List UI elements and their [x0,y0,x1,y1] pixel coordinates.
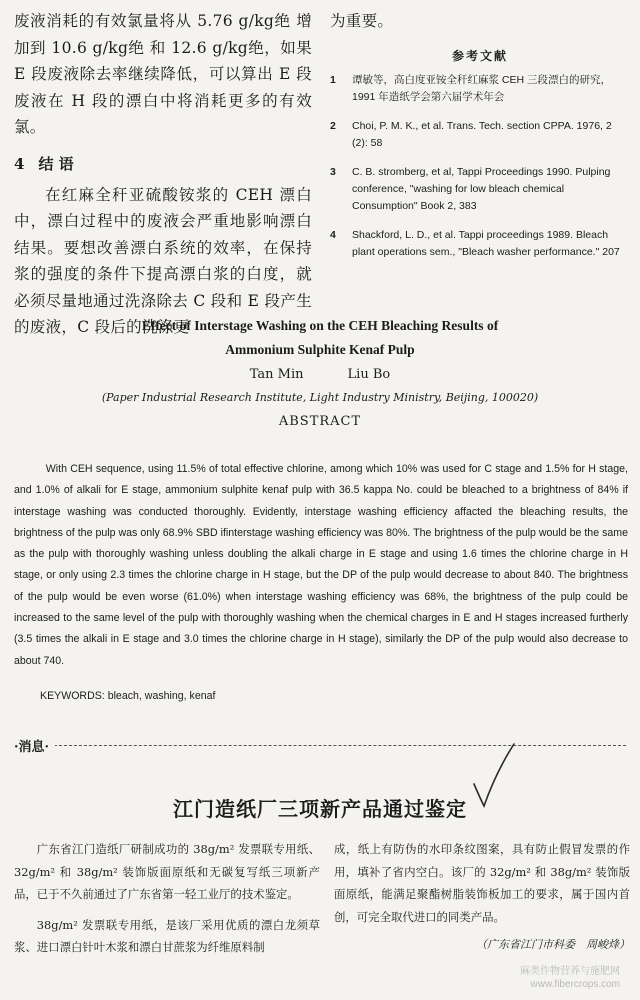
reference-item [330,72,630,106]
reference-item [330,227,630,261]
keywords: KEYWORDS: bleach, washing, kenaf [40,690,216,702]
reference-number: 4 [330,228,336,241]
news-signature: （广东省江门市科委 周峻烽） [476,938,630,951]
reference-number: 2 [330,119,336,132]
author-tan-min: Tan Min [249,367,304,382]
reference-text: C. B. stromberg, et al, Tappi Proceedings 1990. Pulping conference, "washing for low bleach chemical Consumption" Book 2, 383 [352,165,611,212]
english-affiliation: (Paper Industrial Research Institute, Light Industry Ministry, Beijing, 100020) [101,391,539,404]
watermark-url: www.fibercrops.com [530,979,620,990]
reference-text: Choi, P. M. K., et al. Trans. Tech. section CPPA. 1976, 2 (2): 58 [352,119,612,149]
reference-item [330,164,630,215]
section-title: 结 语 [38,154,74,173]
news-tag: ·消息· [14,736,55,755]
news-divider [14,745,626,746]
references-heading: 参考文献 [451,48,508,63]
reference-text: Shackford, L. D., et al. Tappi proceedings 1989. Bleach plant operations sem., "Bleach washer performance." 207 [352,228,620,258]
abstract-body: With CEH sequence, using 11.5% of total effective chlorine, among which 10% was used for C stage and 1.5% for H stage, and 1.0% of alkali for E stage, ammonium sulphite kenaf pulp with 36.5 kappa No. could be bleached to a brightness of 84% if interstage washing was conducted thoroughly. Evidently, interstage washing efficiency affacted the bleaching results, the brightness of the pulp was only 68.9% SBD ifinterstage washing efficiency was 80%. The brightness of the pulp would be the same as the pulp with thoroughly washing unless doubling the alkali charge in E stage and using 1.6 times the chlorine charge in H stage, or only using 2.3 times the chlorine charge in H stage, but the DP of the pulp would decrease to about 840. The brightness of the pulp would be even worse (61.0%) when interstage washing efficiency was 68%, the brightness of the pulp could be increased to the same level of the pulp with thoroughly washing when the chemical charges in E and H stages increased furtherly (3.5 times the alkali in E stage and 3.0 times the chlorine charge in H stage), similarly the DP of the pulp would also decrease to about 740. [14,463,628,667]
news-title: 江门造纸厂三项新产品通过鉴定 [173,797,467,821]
news-paragraph: 成，纸上有防伪的水印条纹图案，具有防止假冒发票的作用，填补了省内空白。该厂的 32g/m² 和 38g/m² 装饰版面原纸，能满足聚酯树脂装饰板加工的要求，属于国内首创，可完全取代进口的同类产品。 [334,842,630,924]
news-paragraph: 38g/m² 发票联专用纸，是该厂采用优质的漂白龙须草浆、进口漂白针叶木浆和漂白甘蔗浆为纤维原料制 [14,917,320,954]
reference-number: 1 [330,73,336,86]
paragraph-conclusion: 在红麻全秆亚硫酸铵浆的 CEH 漂白中，漂白过程中的废液会严重地影响漂白结果。要想改善漂白系统的效率，在保持浆的强度的条件下提高漂白浆的白度，就必须尽量地通过洗涤除去 C 段和 E 段产生的废液，C 段后的洗涤更 [14,185,312,336]
site-watermark [520,965,620,991]
section-heading-conclusion [14,153,312,174]
news-right-column [334,838,630,952]
left-column-chinese [14,8,312,341]
right-column-references [330,8,630,273]
reference-list [330,72,630,261]
author-liu-bo: Liu Bo [347,367,391,382]
watermark-chinese: 麻类作物营养与施肥网 [520,966,620,977]
reference-text: 谭敏等，高白度亚铵全秆红麻浆 CEH 三段漂白的研究，1991 年造纸学会第六届学术年会 [352,73,612,103]
news-left-column [14,838,320,967]
paragraph-continuation: 为重要。 [330,12,394,30]
paragraph-waste-liquor: 废液消耗的有效氯量将从 5.76 g/kg绝 增加到 10.6 g/kg绝 和 12.6 g/kg绝，如果 E 段废液除去率继续降低，可以算出 E 段废液在 H 段的漂白中将消耗更多的有效氯。 [14,12,312,136]
news-paragraph: 广东省江门造纸厂研制成功的 38g/m² 发票联专用纸、32g/m² 和 38g/m² 装饰版面原纸和无碳复写纸三项新产品，已于不久前通过了广东省第一轻工业厅的技术鉴定。 [14,842,320,901]
abstract-heading: ABSTRACT [278,414,362,429]
reference-item [330,118,630,152]
reference-number: 3 [330,165,336,178]
english-authors [0,367,640,382]
section-number: 4 [14,154,25,173]
english-title-line1: Effect of Interstage Washing on the CEH Bleaching Results of [141,318,499,333]
english-title-line2: Ammonium Sulphite Kenaf Pulp [225,342,415,357]
